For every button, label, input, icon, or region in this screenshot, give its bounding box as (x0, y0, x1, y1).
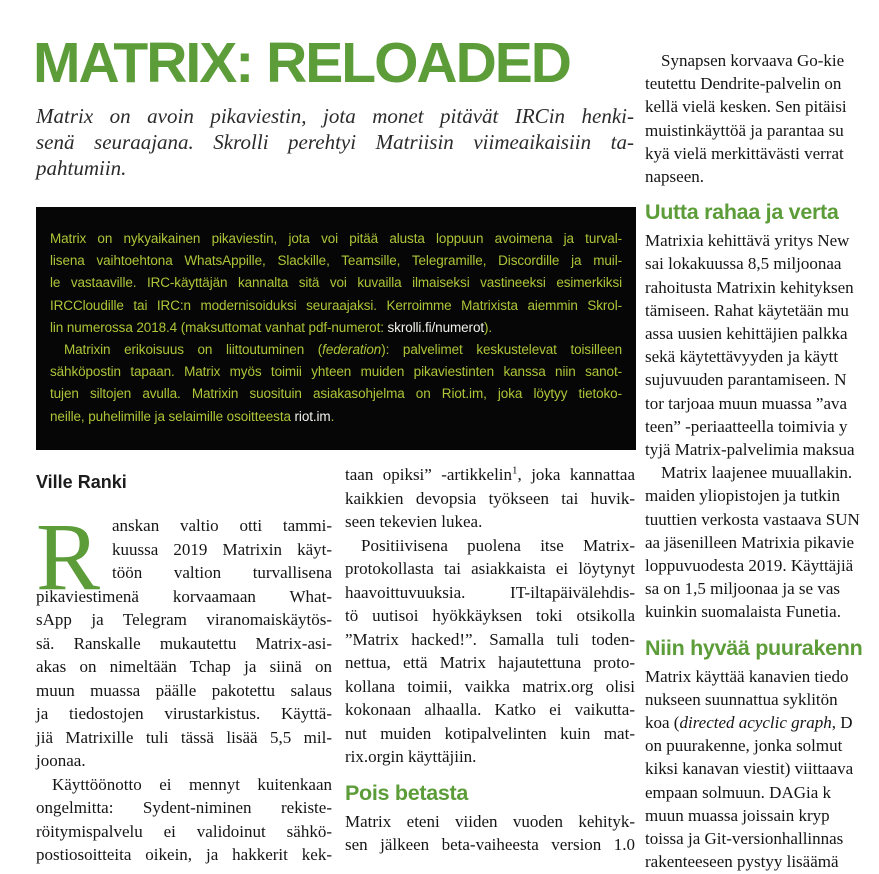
text-run: le vastaaville. IRC-käyttäjän kannalta sitä voi kuvailla ilmaiseksi vastineeksi esimerkiksi (50, 275, 622, 291)
text-line (645, 392, 879, 415)
text-run: jiä Matrixille tuli tässä lisää 5,5 mil- (36, 727, 332, 747)
text-run: kollana toimii, vaikka matrix.org olisi (345, 676, 635, 696)
text-run: töön valtion turvallisena (112, 563, 332, 582)
text-line (645, 461, 879, 484)
text-run: koa ( (645, 713, 680, 733)
text-run: muun muassa joissain kryp (645, 805, 830, 825)
text-line (645, 276, 879, 299)
text-run: Synapsen korvaava Go-kie (661, 51, 845, 70)
text-line (345, 463, 635, 487)
text-run: sApp ja Telegram viranomaiskäytös- (36, 610, 332, 629)
text-line (345, 487, 635, 511)
text-line (345, 510, 635, 534)
text-line (345, 628, 635, 652)
text-run: protokollasta tai asiakkaista ei löytynyt (345, 559, 635, 578)
text-line (645, 688, 879, 711)
text-run: sen jälkeen beta-vaiheesta version 1.0 (345, 835, 635, 854)
text-run: assa uusien kehittäjien palkka (645, 324, 848, 344)
text-run: muistinkäyttöä ja parantaa su (645, 120, 844, 140)
text-line (345, 534, 635, 558)
text-run: kokonaan alhaalla. Katko ei vaikutta- (345, 700, 635, 719)
text-run: Matrixin erikoisuus on liittoutuminen ( (64, 342, 323, 358)
text-run: akas on nimeltään Tchap ja siinä on (36, 657, 332, 676)
text-column-right (645, 49, 879, 874)
text-line (645, 554, 879, 577)
text-run: haavoittuvuuksia. IT-iltapäivälehdis- (345, 582, 635, 602)
text-line (36, 103, 634, 129)
text-line (36, 514, 332, 538)
text-run: Matrix on avoin pikaviestin, jota monet pitävät IRCin henki- (36, 104, 634, 128)
infobox (36, 207, 636, 450)
text-run: Matrixia kehittävä yritys New (645, 231, 850, 251)
text-line (345, 833, 635, 857)
text-line (645, 95, 879, 118)
text-line (645, 711, 879, 734)
text-line (50, 339, 622, 361)
text-run: kuinkin suomalaista Funetia. (645, 602, 841, 622)
text-run: sähköpostin tapaan. Matrix myös toimii yhteen muiden pikaviestinten kanssa niin sanot- (50, 364, 622, 380)
text-run: tämiseen. Rahat käytetään mu (645, 300, 849, 320)
text-line (36, 726, 332, 750)
text-run: tö uutisoi hyökkäyksen toki otsikolla (345, 606, 635, 625)
text-line (645, 734, 879, 757)
text-run: pahtumiin. (36, 156, 127, 180)
text-line (50, 295, 622, 317)
section-heading: Uutta rahaa ja verta (645, 200, 839, 225)
drop-cap: R (36, 503, 101, 610)
text-line (36, 820, 332, 844)
text-line (345, 604, 635, 628)
text-run: sekä käytettävyyden ja käytt (645, 347, 839, 367)
text-run: empaan solmuun. DAGia k (645, 782, 832, 802)
text-run: kyä vielä merkittävästi verrat (645, 143, 844, 163)
text-run: ): palvelimet keskustelevat toisilleen (381, 342, 622, 358)
text-line (645, 665, 879, 688)
text-line (36, 655, 332, 679)
text-run: , D (831, 713, 853, 733)
article-title: MATRIX: RELOADED (33, 31, 570, 95)
inline-link[interactable]: riot.im (294, 408, 331, 424)
text-run: loppuvuodesta 2019. Käyttäjiä (645, 556, 854, 576)
text-line (645, 49, 879, 72)
text-run: Matrix laajenee muuallakin. (661, 463, 853, 483)
text-run: tujen siltojen avulla. Matrixin suosituin asiakasohjelma on Riot.im, joka löytyy tietoko- (50, 386, 622, 402)
text-run: napseen. (645, 167, 705, 187)
text-line (36, 679, 332, 703)
text-run: Matrix on nykyaikainen pikaviestin, jota voi pitää alusta loppuun avoimena ja turval- (50, 231, 622, 246)
text-line (645, 757, 879, 780)
text-line (645, 781, 879, 804)
text-run: , joka kannattaa (517, 465, 635, 484)
text-line (645, 345, 879, 368)
text-line (345, 722, 635, 746)
text-line (645, 299, 879, 322)
footnote-marker: 1 (512, 464, 518, 477)
text-line (36, 155, 634, 181)
text-run: joonaa. (36, 751, 86, 770)
text-run: Positiivisena puolena itse Matrix- (361, 535, 635, 555)
text-run: rakenteeseen pystyy lisäämä (645, 852, 839, 872)
text-run: on puurakenne, jonka solmut (645, 736, 843, 756)
text-line (36, 561, 332, 585)
text-run: IRCCloudille tai IRC:n modernisoiduksi seuraajaksi. Kerroimme Matrixista aiemmin Skrol- (50, 297, 622, 313)
text-run: kaikkien devopsia työkseen tai huvik- (345, 488, 635, 508)
text-line (645, 252, 879, 275)
text-line (36, 702, 332, 726)
text-line (645, 508, 879, 531)
text-run: nut muiden kotipalvelinten kuin mat- (345, 723, 635, 743)
text-line (50, 272, 622, 294)
text-line (645, 804, 879, 827)
text-run: ). (484, 319, 493, 335)
text-run: neille, puhelimille ja selaimille osoitteesta (50, 408, 295, 424)
text-column-middle (345, 463, 635, 857)
text-line (36, 749, 332, 773)
text-run: röitymispalvelu ei validoinut sähkö- (36, 821, 332, 841)
text-line (645, 119, 879, 142)
text-run: sujuvuuden parantamiseen. N (645, 370, 847, 390)
text-line (645, 531, 879, 554)
text-run: toissa ja Git-versionhallinnas (645, 829, 844, 849)
text-line (645, 72, 879, 95)
text-line (645, 438, 879, 461)
text-run: pikaviestimenä korvaamaan What- (36, 586, 332, 606)
text-line (645, 322, 879, 345)
italic-text: federation (322, 342, 382, 358)
text-run: Matrix käyttää kanavien tiedo (645, 666, 849, 686)
text-run: Matrix eteni viiden vuoden kehityk- (345, 811, 635, 831)
text-run: ongelmitta: Sydent-niminen rekiste- (36, 798, 332, 817)
text-line (645, 827, 879, 850)
text-line (50, 228, 622, 250)
text-line (50, 317, 622, 339)
text-run: nettua, että Matrix hajautettuna proto- (345, 653, 635, 672)
text-run: nukseen suunnattua syklitön (645, 689, 838, 709)
text-run: tyjä Matrix-palvelimia maksua (645, 440, 855, 460)
text-line (36, 796, 332, 820)
text-run: kiksi kanavan viestit) viittaava (645, 759, 854, 779)
text-run: . (330, 408, 335, 424)
text-line (50, 383, 622, 405)
text-run: sa on 1,5 miljoonaa ja se vas (645, 579, 840, 599)
text-run: taan opiksi” -artikkelin (345, 465, 513, 484)
text-run: tuuttien verkosta vastaava SUN (645, 509, 860, 529)
text-line (645, 165, 879, 188)
text-line (645, 368, 879, 391)
text-run: kuussa 2019 Matrixin käyt- (112, 539, 332, 559)
text-line (36, 538, 332, 562)
text-run: teen” -periaatteella toimivia y (645, 416, 848, 436)
text-run: ”Matrix hacked!”. Samalla tuli toden- (345, 629, 635, 649)
text-line (36, 773, 332, 797)
text-line (36, 608, 332, 632)
text-line (345, 581, 635, 605)
text-run: rahoitusta Matrixin kehityksen (645, 277, 854, 297)
text-run: postiosoitteita oikein, ja hakkerit kek- (36, 845, 332, 864)
text-run: maiden yliopistojen ja tutkin (645, 486, 841, 506)
text-run: anskan valtio otti tammi- (112, 516, 332, 535)
text-line (645, 600, 879, 623)
italic-text: directed acyclic graph (679, 713, 832, 733)
text-line (345, 698, 635, 722)
text-line (36, 843, 332, 867)
text-line (50, 361, 622, 383)
article-standfirst (36, 103, 634, 181)
text-line (36, 632, 332, 656)
text-run: kellä vielä kesken. Sen pitäisi (645, 97, 847, 117)
author-byline: Ville Ranki (36, 472, 127, 492)
text-line (50, 406, 622, 428)
text-run: Käyttöönotto ei mennyt kuitenkaan (52, 774, 332, 794)
text-line (345, 675, 635, 699)
text-run: senä seuraajana. Skrolli perehtyi Matriisin viimeaikaisiin ta- (36, 130, 634, 154)
text-run: lin numerossa 2018.4 (maksuttomat vanhat pdf-numerot: (50, 319, 388, 335)
text-line (36, 129, 634, 155)
text-run: ja tiedostojen virustarkistus. Käyttä- (36, 704, 332, 723)
text-run: tor tarjoaa muun muassa ”ava (645, 393, 848, 413)
text-run: muun muassa päälle pakotettu salaus (36, 680, 332, 700)
text-run: sai lokakuussa 8,5 miljoonaa (645, 254, 842, 274)
inline-link[interactable]: skrolli.fi/numerot (387, 319, 485, 335)
section-heading: Niin hyvää puurakenn (645, 635, 863, 660)
text-run: lisena vaihtoehtona WhatsAppille, Slackille, Teamsille, Telegramille, Discordille ja muil- (50, 253, 622, 269)
text-run: seen tekevien lukea. (345, 512, 483, 531)
text-line (645, 415, 879, 438)
text-run: sä. Ranskalle mukautettu Matrix-asi- (36, 633, 332, 653)
section-heading: Pois betasta (345, 780, 469, 805)
text-run: rix.orgin käyttäjiin. (345, 747, 477, 766)
text-line (645, 850, 879, 873)
text-run: aa jäsenilleen Matrixia pikavie (645, 532, 855, 552)
text-column-left (36, 514, 332, 867)
text-line (345, 745, 635, 769)
text-line (345, 557, 635, 581)
text-line (645, 142, 879, 165)
text-line (645, 577, 879, 600)
text-line (50, 250, 622, 272)
text-line (645, 484, 879, 507)
text-line (36, 585, 332, 609)
text-line (645, 229, 879, 252)
text-run: teutettu Dendrite-palvelin on (645, 74, 842, 94)
text-line (345, 651, 635, 675)
text-line (345, 810, 635, 834)
